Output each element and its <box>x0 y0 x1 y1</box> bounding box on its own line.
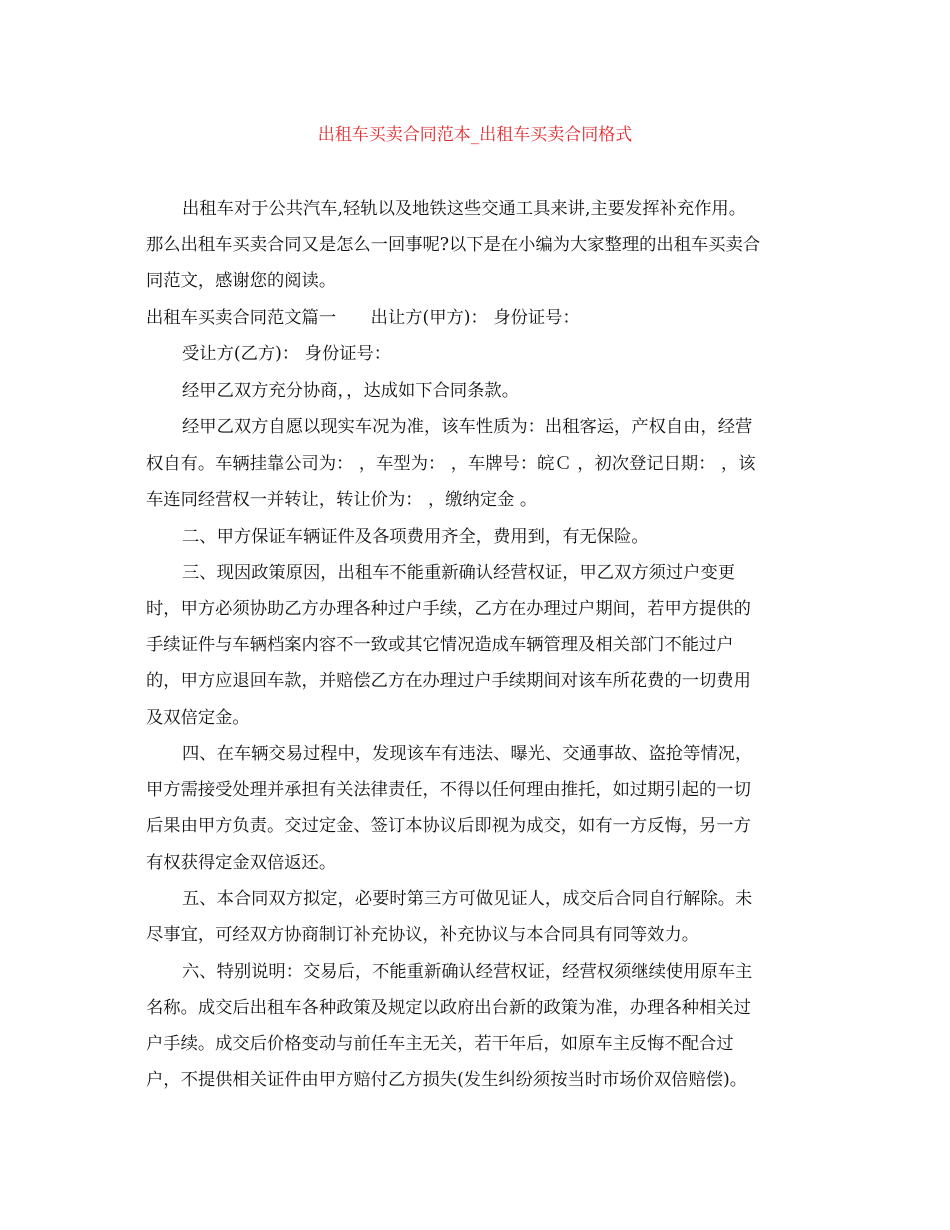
paragraph-line: 甲方需接受处理并承担有关法律责任，不得以任何理由推托，如过期引起的一切 <box>146 780 751 800</box>
paragraph-line: 六、特别说明：交易后，不能重新确认经营权证，经营权须继续使用原车主 <box>182 962 753 982</box>
paragraph-line: 三、现因政策原因，出租车不能重新确认经营权证，甲乙双方须过户变更 <box>182 563 736 583</box>
paragraph-line: 经甲乙双方自愿以现实车况为准，该车性质为：出租客运，产权自由，经营 <box>182 417 753 437</box>
paragraph-line: 户，不提供相关证件由甲方赔付乙方损失(发生纠纷须按当时市场价双倍赔偿)。 <box>146 1070 748 1090</box>
paragraph-line: 后果由甲方负责。交过定金、签订本协议后即视为成交，如有一方反悔，另一方 <box>146 816 751 836</box>
paragraph-line: 二、甲方保证车辆证件及各项费用齐全，费用到，有无保险。 <box>182 527 649 547</box>
paragraph-line: 手续证件与车辆档案内容不一致或其它情况造成车辆管理及相关部门不能过户 <box>146 635 734 655</box>
paragraph-line: 受让方(乙方)： 身份证号： <box>182 344 392 364</box>
paragraph-line: 出租车对于公共汽车,轻轨以及地铁这些交通工具来讲,主要发挥补充作用。 <box>182 199 746 219</box>
paragraph-line: 尽事宜，可经双方协商制订补充协议，补充协议与本合同具有同等效力。 <box>146 925 700 945</box>
document-title: 出租车买卖合同范本_出租车买卖合同格式 <box>317 125 633 145</box>
paragraph-line: 经甲乙双方充分协商，，达成如下合同条款。 <box>182 381 519 401</box>
paragraph-line: 五、本合同双方拟定，必要时第三方可做见证人，成交后合同自行解除。未 <box>182 889 753 909</box>
paragraph-line: 及双倍定金。 <box>146 708 250 728</box>
paragraph-line: 同范文，感谢您的阅读。 <box>146 271 337 291</box>
paragraph-line: 车连同经营权一并转让，转让价为： ，缴纳定金 。 <box>146 490 538 510</box>
paragraph-line: 权自有。车辆挂靠公司为： ，车型为： ，车牌号：皖Ｃ ，初次登记日期： ，该 <box>146 454 756 474</box>
paragraph-line: 时，甲方必须协助乙方办理各种过户手续，乙方在办理过户期间，若甲方提供的 <box>146 599 751 619</box>
section-heading-line: 出租车买卖合同范文篇一 出让方(甲方)： 身份证号： <box>146 308 580 328</box>
paragraph-line: 的，甲方应退回车款，并赔偿乙方在办理过户手续期间对该车所花费的一切费用 <box>146 671 751 691</box>
paragraph-line: 四、在车辆交易过程中，发现该车有违法、曝光、交通事故、盗抢等情况， <box>182 744 753 764</box>
paragraph-line: 户手续。成交后价格变动与前任车主无关，若干年后，如原车主反悔不配合过 <box>146 1034 734 1054</box>
paragraph-line: 有权获得定金双倍返还。 <box>146 853 337 873</box>
paragraph-line: 那么出租车买卖合同又是怎么一回事呢?以下是在小编为大家整理的出租车买卖合 <box>146 235 761 255</box>
paragraph-line: 名称。成交后出租车各种政策及规定以政府出台新的政策为准，办理各种相关过 <box>146 998 751 1018</box>
